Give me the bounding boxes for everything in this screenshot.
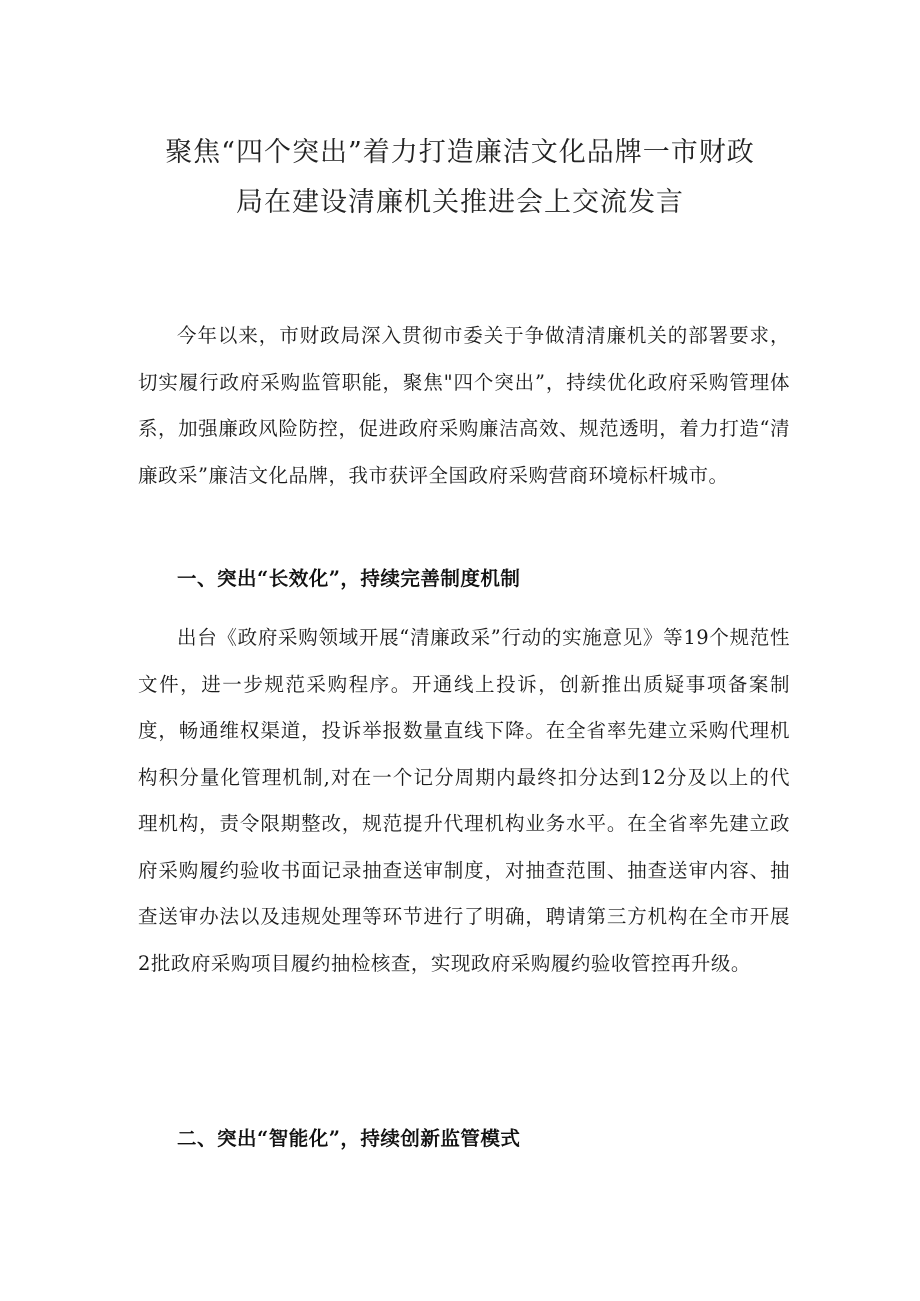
section-heading-1: 一、突出“长效化”，持续完善制度机制 (177, 567, 521, 590)
title-line-1: 聚焦“四个突出”着力打造廉洁文化品牌一市财政 (165, 137, 755, 168)
title-line-2: 局在建设清廉机关推进会上交流发言 (236, 187, 684, 218)
intro-paragraph: 今年以来，市财政局深入贯彻市委关于争做清清廉机关的部署要求，切实履行政府采购监管职能，聚焦"四个突出”，持续优化政府采购管理体系，加强廉政风险防控，促进政府采购廉洁高效、规范透明，着力打造“清廉政采”廉洁文化品牌，我市获评全国政府采购营商环境标杆城市。 (138, 324, 790, 487)
section-heading-2: 二、突出“智能化”，持续创新监管模式 (177, 1127, 521, 1150)
section-1-paragraph: 出台《政府采购领域开展“清廉政采”行动的实施意见》等19个规范性文件，进一步规范采购程序。开通线上投诉，创新推出质疑事项备案制度，畅通维权渠道，投诉举报数量直线下降。在全省率先建立采购代理机构积分量化管理机制,对在一个记分周期内最终扣分达到12分及以上的代理机构，责令限期整改，规范提升代理机构业务水平。在全省率先建立政府采购履约验收书面记录抽查送审制度，对抽查范围、抽查送审内容、抽查送审办法以及违规处理等环节进行了明确，聘请第三方机构在全市开展2批政府采购项目履约抽检核查，实现政府采购履约验收管控再升级。 (138, 626, 790, 975)
document-title (120, 128, 800, 228)
